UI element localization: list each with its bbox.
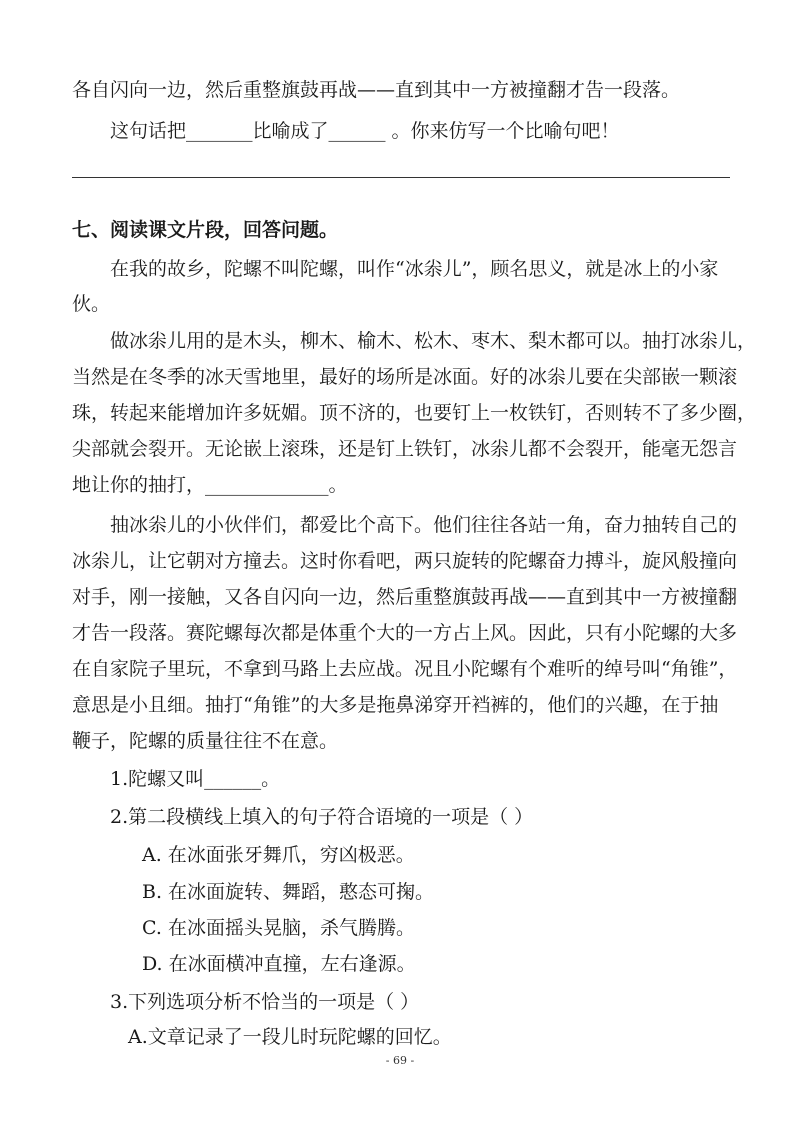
simile-task-line: 这句话把_______比喻成了______ 。你来仿写一个比喻句吧！ [110, 120, 620, 142]
paragraph-line: 珠，转起来能增加许多妩媚。顶不济的，也要钉上一枚铁钉，否则转不了多少圈， [72, 402, 757, 424]
question-3-option-a: A.文章记录了一段儿时玩陀螺的回忆。 [128, 1026, 452, 1048]
option-c: C. 在冰面摇头晃脑，杀气腾腾。 [142, 917, 415, 939]
paragraph-line: 在我的故乡，陀螺不叫陀螺，叫作“冰尜儿”，顾名思义，就是冰上的小家 [110, 258, 719, 280]
paragraph-line: 在自家院子里玩，不拿到马路上去应战。况且小陀螺有个难听的绰号叫“角锥”， [72, 658, 738, 680]
option-d: D. 在冰面横冲直撞，左右逢源。 [142, 953, 416, 975]
continuation-line: 各自闪向一边，然后重整旗鼓再战——直到其中一方被撞翻才告一段落。 [72, 79, 681, 101]
paragraph-line: 意思是小且细。抽打“角锥”的大多是拖鼻涕穿开裆裤的，他们的兴趣，在于抽 [72, 694, 719, 716]
question-2: 2.第二段横线上填入的句子符合语境的一项是（ ） [110, 806, 534, 828]
paragraph-line: 尖部就会裂开。无论嵌上滚珠，还是钉上铁钉，冰尜儿都不会裂开，能毫无怨言 [72, 438, 738, 460]
option-a: A. 在冰面张牙舞爪，穷凶极恶。 [142, 844, 415, 866]
option-b: B. 在冰面旋转、舞蹈，憨态可掬。 [142, 881, 435, 903]
paragraph-line: 抽冰尜儿的小伙伴们，都爱比个高下。他们往往各站一角，奋力抽转自己的 [110, 514, 738, 536]
paragraph-line: 鞭子，陀螺的质量往往不在意。 [72, 730, 339, 752]
page-number: - 69 - [385, 1054, 415, 1067]
answer-blank-line: 地让你的抽打，_____________。 [72, 474, 348, 496]
question-1: 1.陀螺又叫______。 [110, 768, 281, 790]
paragraph-line: 冰尜儿，让它朝对方撞去。这时你看吧，两只旋转的陀螺奋力搏斗，旋风般撞向 [72, 550, 738, 572]
question-3: 3.下列选项分析不恰当的一项是（ ） [110, 991, 420, 1013]
paragraph-line: 做冰尜儿用的是木头，柳木、榆木、松木、枣木、梨木都可以。抽打冰尜儿， [110, 330, 757, 352]
paragraph-line: 才告一段落。赛陀螺每次都是体重个大的一方占上风。因此，只有小陀螺的大多 [72, 622, 738, 644]
paragraph-line: 伙。 [72, 293, 111, 315]
paragraph-line: 当然是在冬季的冰天雪地里，最好的场所是冰面。好的冰尜儿要在尖部嵌一颗滚 [72, 366, 738, 388]
paragraph-line: 对手，刚一接触，又各自闪向一边，然后重整旗鼓再战——直到其中一方被撞翻 [72, 586, 738, 608]
section-7-heading: 七、阅读课文片段，回答问题。 [72, 219, 339, 241]
section-divider [72, 177, 730, 178]
